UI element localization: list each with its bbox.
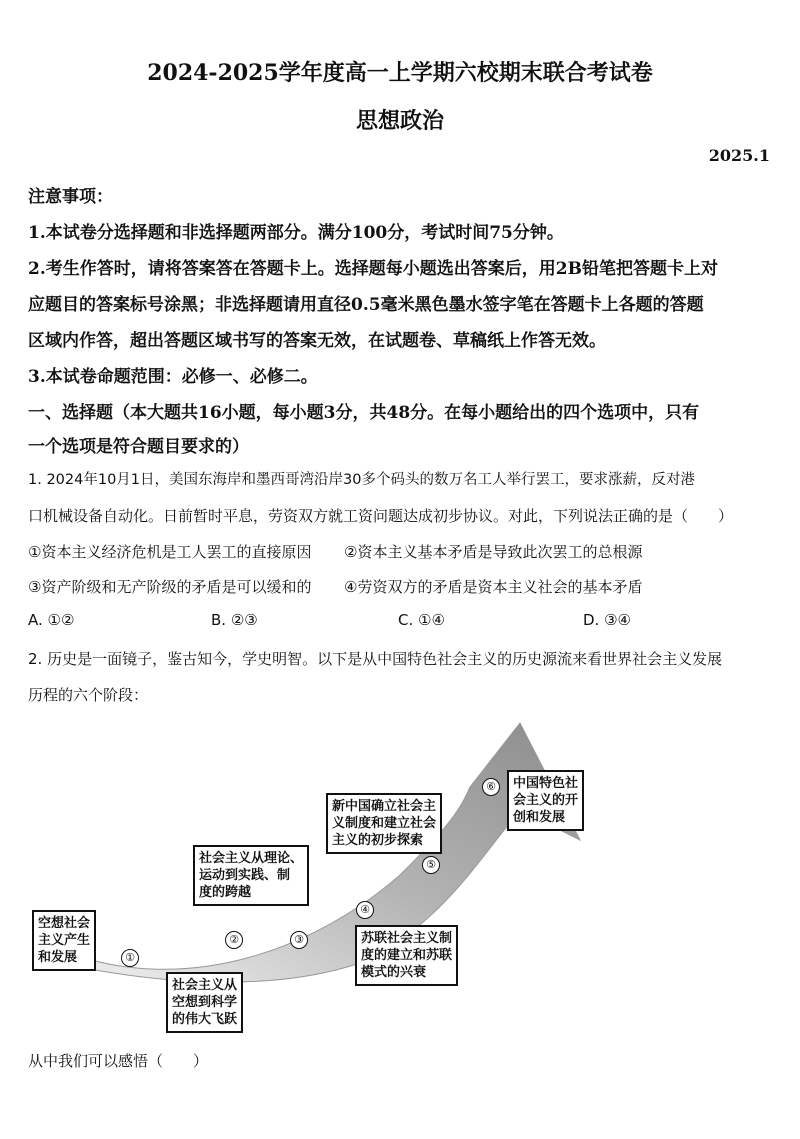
section-heading-line-2: 一个选项是符合题目要求的） bbox=[28, 437, 249, 457]
subject-title: 思想政治 bbox=[355, 108, 444, 134]
stage-box-3: 社会主义从理论、 运动到实践、制 度的跨越 bbox=[193, 845, 309, 906]
stage-box-2: 社会主义从 空想到科学 的伟大飞跃 bbox=[166, 972, 243, 1033]
q1-statement-1: ①资本主义经济危机是工人罢工的直接原因 bbox=[28, 543, 312, 561]
stage-box-6: 中国特色社 会主义的开 创和发展 bbox=[507, 770, 584, 831]
q1-option-b: B. ②③ bbox=[211, 611, 258, 629]
q1-statement-3: ③资产阶级和无产阶级的矛盾是可以缓和的 bbox=[28, 578, 312, 596]
stage-marker-5: ⑤ bbox=[422, 856, 440, 874]
notes-heading: 注意事项： bbox=[28, 187, 113, 207]
stage-marker-4: ④ bbox=[356, 901, 374, 919]
note-line-2: 2.考生作答时，请将答案答在答题卡上。选择题每小题选出答案后，用2B铅笔把答题卡上对 bbox=[28, 259, 718, 279]
stage-box-5: 新中国确立社会主 义制度和建立社会 主义的初步探索 bbox=[326, 793, 442, 854]
q1-statement-4: ④劳资双方的矛盾是资本主义社会的基本矛盾 bbox=[344, 578, 643, 596]
q1-stem-line-1: 1. 2024年10月1日，美国东海岸和墨西哥湾沿岸30多个码头的数万名工人举行罢工，要求涨薪，反对港 bbox=[28, 472, 695, 488]
note-line-5: 3.本试卷命题范围：必修一、必修二。 bbox=[28, 367, 318, 387]
q2-stem-line-1: 2. 历史是一面镜子，鉴古知今，学史明智。以下是从中国特色社会主义的历史源流来看世界社会主义发展 bbox=[28, 650, 723, 668]
q2-stem-line-2: 历程的六个阶段： bbox=[28, 686, 149, 704]
stage-box-1: 空想社会 主义产生 和发展 bbox=[32, 910, 96, 971]
stage-marker-2: ② bbox=[225, 931, 243, 949]
stage-marker-1: ① bbox=[121, 949, 139, 967]
note-line-4: 区域内作答，超出答题区域书写的答案无效，在试题卷、草稿纸上作答无效。 bbox=[28, 331, 606, 351]
q1-stem-line-2: 口机械设备自动化。日前暂时平息，劳资双方就工资问题达成初步协议。对此，下列说法正确的是（ ） bbox=[28, 507, 734, 525]
stage-box-4: 苏联社会主义制 度的建立和苏联 模式的兴衰 bbox=[355, 925, 458, 986]
stage-marker-6: ⑥ bbox=[482, 778, 500, 796]
q1-statement-2: ②资本主义基本矛盾是导致此次罢工的总根源 bbox=[344, 543, 643, 561]
exam-date: 2025.1 bbox=[708, 146, 770, 165]
stage-marker-3: ③ bbox=[290, 931, 308, 949]
curved-arrow bbox=[60, 723, 580, 982]
q1-option-c: C. ①④ bbox=[398, 611, 445, 629]
stage-arrow-diagram bbox=[20, 715, 800, 1045]
exam-title: 2024-2025学年度高一上学期六校期末联合考试卷 bbox=[147, 60, 653, 86]
section-heading-line-1: 一、选择题（本大题共16小题，每小题3分，共48分。在每小题给出的四个选项中，只有 bbox=[28, 403, 700, 423]
q2-question: 从中我们可以感悟（ ） bbox=[28, 1052, 209, 1070]
note-line-1: 1.本试卷分选择题和非选择题两部分。满分100分，考试时间75分钟。 bbox=[28, 223, 564, 243]
q1-option-d: D. ③④ bbox=[583, 611, 631, 629]
q1-option-a: A. ①② bbox=[28, 611, 75, 629]
note-line-3: 应题目的答案标号涂黑；非选择题请用直径0.5毫米黑色墨水签字笔在答题卡上各题的答题 bbox=[28, 295, 704, 315]
